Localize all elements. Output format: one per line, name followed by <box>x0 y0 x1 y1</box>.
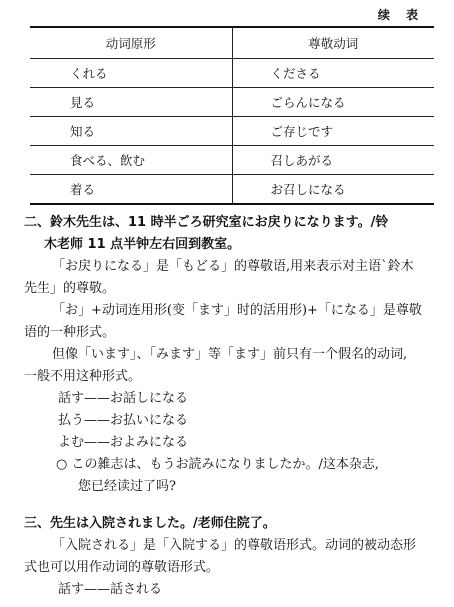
section-2 <box>24 212 436 498</box>
section-3-heading: 三、先生は入院されました。/老师住院了。 <box>24 516 276 531</box>
sample-translation: 您已经读过了吗? <box>78 479 176 494</box>
verb-table <box>30 26 434 205</box>
example-line: 話す——お話しになる <box>58 391 189 406</box>
table-cell: 食べる、飲む <box>30 146 232 175</box>
paragraph-cont: 一般不用这种形式。 <box>24 369 142 384</box>
continued-label: 续 表 <box>377 8 424 22</box>
table-cell: くれる <box>30 59 232 88</box>
paragraph: 「お戻りになる」是「もどる」的尊敬语,用来表示对主语`鈴木 <box>52 259 414 274</box>
table-cell: 着る <box>30 175 232 205</box>
paragraph: 「お」+动词连用形(变「ます」时的活用形)+「になる」是尊敬 <box>52 303 422 318</box>
table-row <box>30 88 434 117</box>
example-line: 払う——お払いになる <box>58 413 189 428</box>
example-line: 話す——話される <box>58 582 163 597</box>
example-line: よむ——およみになる <box>58 435 189 450</box>
table-row <box>30 59 434 88</box>
paragraph-cont: 语的一种形式。 <box>24 325 116 340</box>
table-cell: 見る <box>30 88 232 117</box>
table-cell: ご存じです <box>232 117 434 146</box>
table-cell: ごらんになる <box>232 88 434 117</box>
section-2-heading-cont: 木老师 11 点半钟左右回到教室。 <box>44 237 241 252</box>
table-cell: 召しあがる <box>232 146 434 175</box>
section-2-heading: 二、鈴木先生は、11 時半ごろ研究室にお戻りになります。/铃 <box>24 215 389 230</box>
sample-sentence: ○ この雑志は、もうお読みになりましたか。/这本杂志, <box>56 457 379 472</box>
paragraph: 「入院される」是「入院する」的尊敬语形式。动词的被动态形 <box>52 538 417 553</box>
table-cell: 知る <box>30 117 232 146</box>
table-header-row <box>30 27 434 59</box>
section-3 <box>24 513 436 601</box>
table-row <box>30 146 434 175</box>
table-row <box>30 117 434 146</box>
column-header: 尊敬动词 <box>232 27 434 59</box>
column-header: 动词原形 <box>30 27 232 59</box>
paragraph-cont: 先生」的尊敬。 <box>24 281 116 296</box>
paragraph: 但像「います」、「みます」等「ます」前只有一个假名的动词, <box>52 347 408 362</box>
table-cell: お召しになる <box>232 175 434 205</box>
paragraph-cont: 式也可以用作动词的尊敬语形式。 <box>24 560 220 575</box>
table-row <box>30 175 434 205</box>
table-cell: くださる <box>232 59 434 88</box>
